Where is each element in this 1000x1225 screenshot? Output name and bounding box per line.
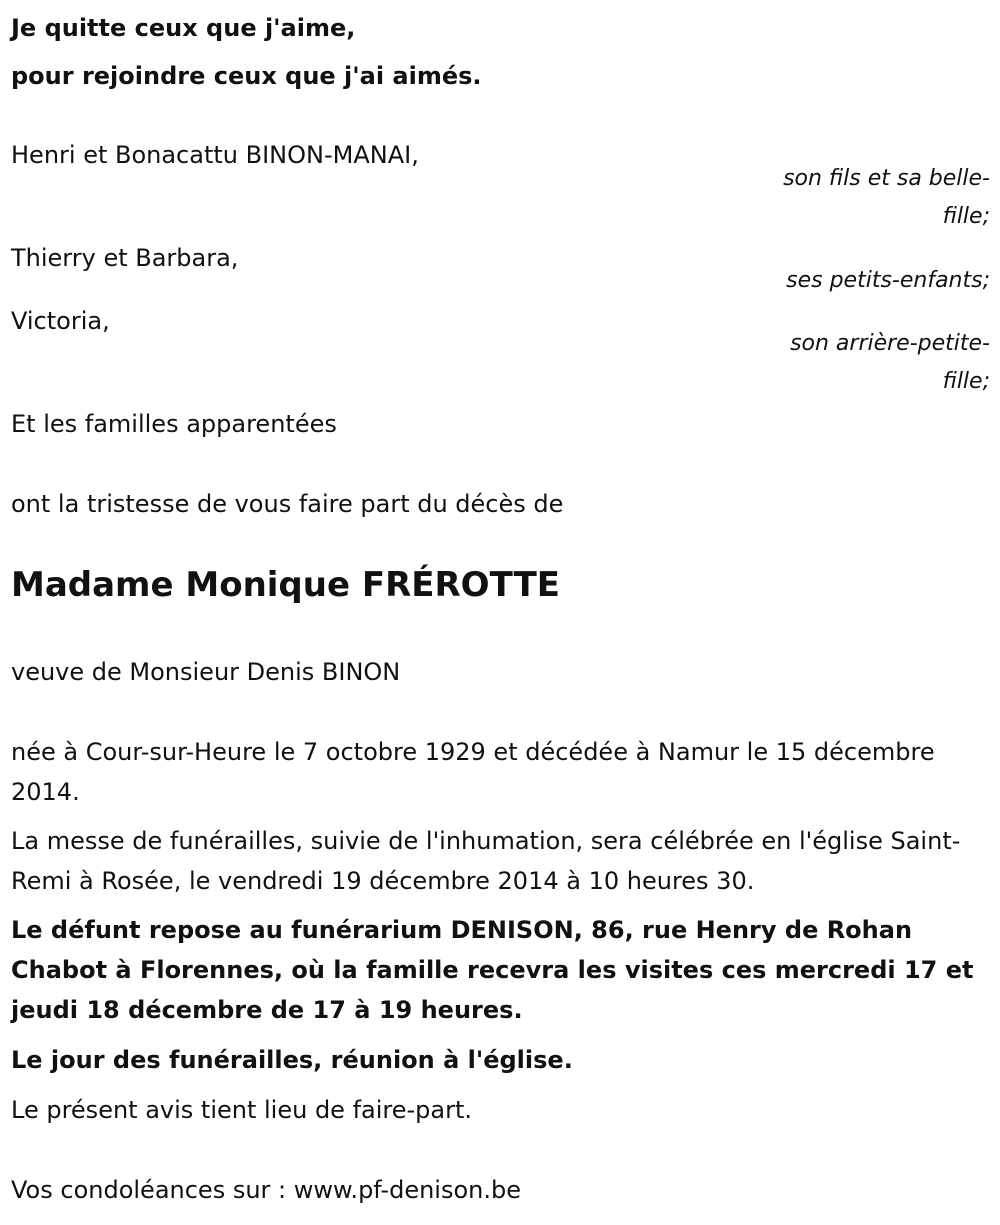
funeral-home-text: Le défunt repose au funérarium DENISON, 86, rue Henry de Rohan Chabot à Florennes, où la famille recevra les visites ces mercredi 17 et jeudi 18 décembre de 17 à 19 heures.	[11, 916, 974, 1024]
announcement-text: ont la tristesse de vous faire part du décès de	[11, 490, 564, 518]
notice-text: Le présent avis tient lieu de faire-part.	[11, 1096, 473, 1124]
family-names-great-grandchild: Victoria,	[11, 307, 110, 335]
family-relation-grandchildren: ses petits-enfants;	[786, 268, 990, 293]
widow-of-text: veuve de Monsieur Denis BINON	[11, 658, 401, 686]
deceased-name: Madame Monique FRÉROTTE	[11, 565, 560, 605]
family-names-grandchildren: Thierry et Barbara,	[11, 244, 239, 272]
condolences-text: Vos condoléances sur : www.pf-denison.be	[11, 1176, 521, 1204]
meeting-text: Le jour des funérailles, réunion à l'église.	[11, 1046, 573, 1074]
relatives-text: Et les familles apparentées	[11, 410, 337, 438]
epigraph-line-1: Je quitte ceux que j'aime,	[11, 14, 356, 42]
epigraph-line-2: pour rejoindre ceux que j'ai aimés.	[11, 62, 482, 90]
family-relation-son: son fils et sa belle-fille;	[783, 166, 990, 229]
family-names-son: Henri et Bonacattu BINON-MANAI,	[11, 141, 419, 169]
funeral-mass-text: La messe de funérailles, suivie de l'inhumation, sera célébrée en l'église Saint-Remi à Rosée, le vendredi 19 décembre 2014 à 10 heures 30.	[11, 827, 961, 895]
family-relation-great-grandchild: son arrière-petite-fille;	[790, 331, 990, 394]
birth-death-text: née à Cour-sur-Heure le 7 octobre 1929 et décédée à Namur le 15 décembre 2014.	[11, 738, 935, 806]
